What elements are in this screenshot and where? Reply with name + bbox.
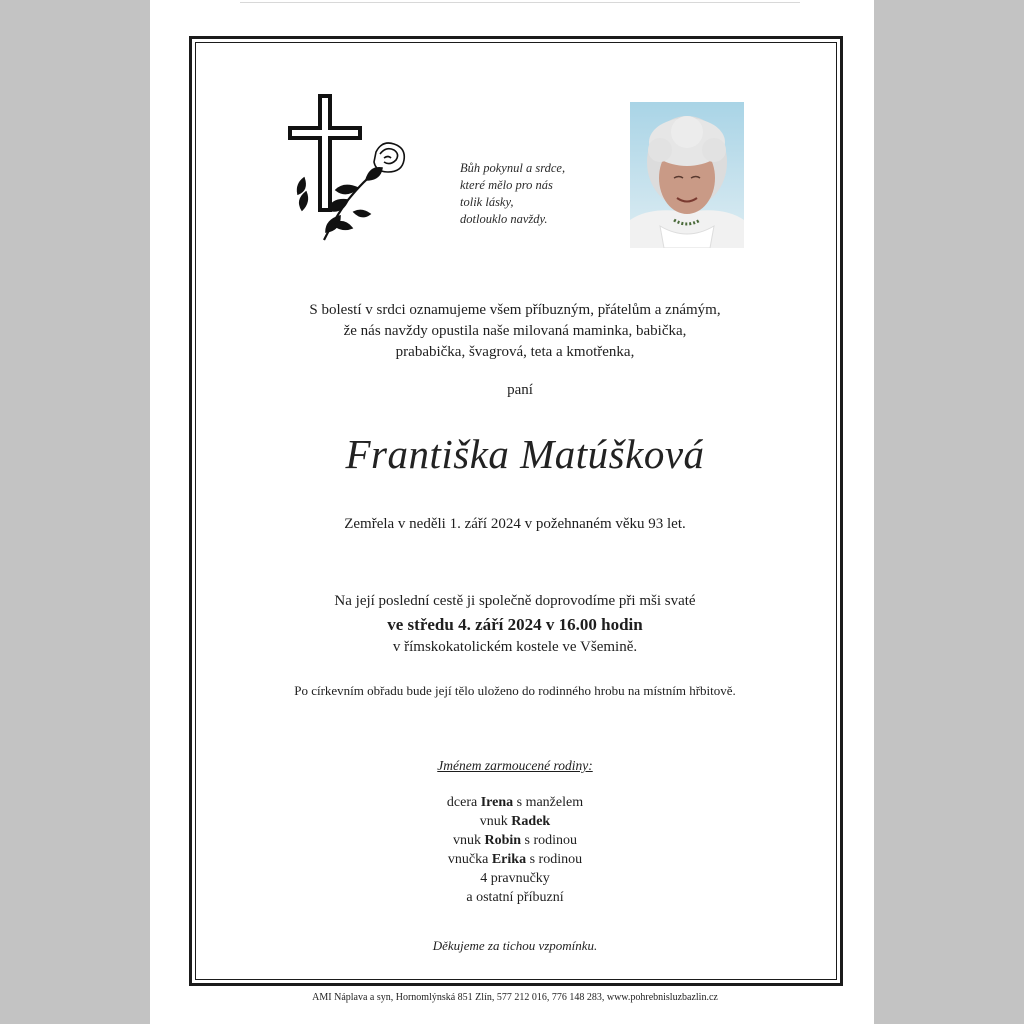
rose-icon [298, 143, 405, 240]
family-member: 4 pravnučky [480, 871, 550, 886]
family-member: vnuk Robin s rodinou [452, 833, 578, 848]
announcement-line: prababička, švagrová, teta a kmotřenka, [395, 344, 635, 360]
burial-text: Po církevním obřadu bude její tělo uloženo do rodinného hrobu na místním hřbitově. [294, 683, 736, 698]
deceased-name: Františka Matúšková [345, 431, 705, 477]
verse-line: dotlouklo navždy. [460, 212, 548, 226]
thanks-text: Děkujeme za tichou vzpomínku. [432, 938, 598, 953]
family-member: a ostatní příbuzní [466, 890, 564, 905]
verse-line: tolik lásky, [460, 195, 514, 209]
announcement-line: S bolestí v srdci oznamujeme všem příbuzným, přátelům a známým, [309, 302, 721, 318]
funeral-service-footer: AMI Náplava a syn, Hornomlýnská 851 Zlín, 577 212 016, 776 148 283, www.pohrebnisluzbazlin.cz [312, 992, 718, 1003]
family-member: dcera Irena s manželem [446, 795, 584, 810]
family-heading: Jménem zarmoucené rodiny: [437, 758, 593, 773]
family-member: vnuk Radek [479, 814, 551, 829]
honorific: paní [507, 382, 533, 398]
funeral-line: Na její poslední cestě ji společně doprovodíme při mši svaté [334, 593, 696, 609]
scan-edge-line [240, 2, 800, 3]
verse [460, 160, 610, 228]
verse-line: Bůh pokynul a srdce, [460, 161, 566, 175]
funeral-date: ve středu 4. září 2024 v 16.00 hodin [387, 615, 643, 634]
cross-rose-emblem [282, 92, 418, 252]
funeral-info [230, 590, 800, 659]
death-date-text: Zemřela v neděli 1. září 2024 v požehnaném věku 93 let. [344, 516, 686, 532]
family-list [330, 793, 700, 907]
announcement-text [230, 300, 800, 363]
announcement-line: že nás navždy opustila naše milovaná maminka, babička, [343, 323, 687, 339]
family-member: vnučka Erika s rodinou [447, 852, 583, 867]
funeral-place: v římskokatolickém kostele ve Všemině. [392, 639, 638, 655]
verse-line: které mělo pro nás [460, 178, 553, 192]
portrait-photo [630, 102, 744, 248]
